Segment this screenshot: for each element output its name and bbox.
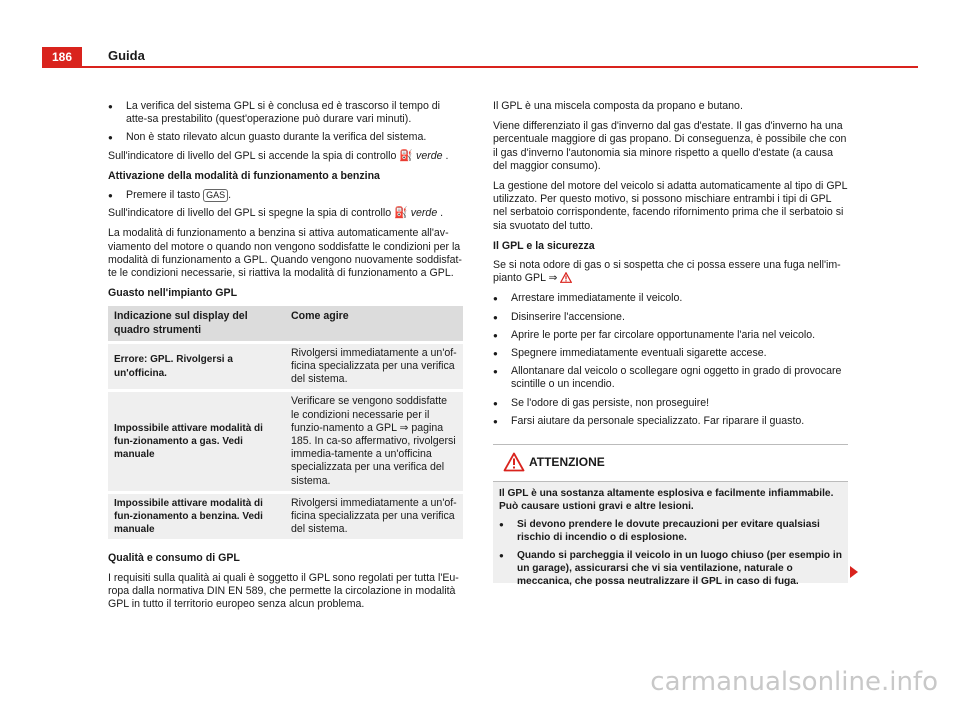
heading-quality: Qualità e consumo di GPL [108, 552, 240, 565]
watermark: carmanualsonline.info [650, 666, 938, 697]
safety-intro: Se si nota odore di gas o si sospetta che ci possa essere una fuga nell'im-pianto GPL ⇒ [493, 259, 841, 285]
header-rule [42, 66, 918, 68]
list-item: ● Disinserire l'accensione. [493, 311, 848, 324]
table-cell: Rivolgersi immediatamente a un'of-ficina specializzata per una verifica del sistema. [285, 492, 463, 541]
left-column [108, 100, 463, 618]
warning-header [493, 445, 848, 482]
paragraph: La gestione del motore del veicolo si adatta automaticamente al tipo di GPL utilizzato. Per questo motivo, si possono mischiare entrambi i tipi di GPL nel serbatoio corrispondente, facendo rifornimento prima che il serbatoio si sia svuotato del tutto. [493, 180, 848, 232]
right-column [493, 100, 848, 433]
list-item: ● Quando si parcheggia il veicolo in un luogo chiuso (per esempio in un garage), assicurarsi che vi sia ventilazione, naturale o meccanica, che possa neutralizzare il GPL in caso di fuga. [499, 549, 842, 588]
heading-fault: Guasto nell'impianto GPL [108, 287, 238, 300]
list-item: ● Se l'odore di gas persiste, non proseguire! [493, 397, 848, 410]
list-item: ● Arrestare immediatamente il veicolo. [493, 292, 848, 305]
list-item: ● Spegnere immediatamente eventuali sigarette accese. [493, 347, 848, 360]
list-item: ● La verifica del sistema GPL si è conclusa ed è trascorso il tempo di atte-sa prestabilito (quest'operazione può durare vari minuti). [108, 100, 463, 126]
lamp-color: verde [410, 207, 438, 220]
table-cell: Verificare se vengono soddisfatte le condizioni necessarie per il funzio-namento a GPL ⇒ pagina 185. In ca-so affermativo, rivolgersi immedia-tamente a un'officina specializzata per una verifica del sistema. [285, 391, 463, 492]
list-item: ● Non è stato rilevato alcun guasto durante la verifica del sistema. [108, 131, 463, 144]
table-row [108, 492, 463, 541]
quality-paragraph: I requisiti sulla qualità ai quali è soggetto il GPL sono regolati per tutta l'Eu-ropa dalla normativa DIN EN 589, che permette la circolazione in modalità GPL in tutto il territorio europeo senza alcun problema. [108, 571, 459, 611]
list-item: ● Aprire le porte per far circolare opportunamente l'aria nel veicolo. [493, 329, 848, 342]
warning-lead: Il GPL è una sostanza altamente esplosiva e facilmente infiammabile. Può causare ustioni gravi e altre lesioni. [499, 488, 834, 512]
page-title: Guida [108, 48, 145, 63]
continue-arrow-icon [850, 566, 858, 578]
list-item: ● Farsi aiutare da personale specializzato. Far riparare il guasto. [493, 415, 848, 428]
table-header: Come agire [285, 306, 463, 342]
warning-box [493, 444, 848, 587]
table-header-row [108, 306, 463, 342]
paragraph: Il GPL è una miscela composta da propano e butano. [493, 100, 743, 112]
table-header: Indicazione sul display del quadro strumenti [108, 306, 285, 342]
table-cell: Errore: GPL. Rivolgersi a un'officina. [108, 342, 285, 391]
table-row [108, 342, 463, 391]
lamp-off-text: Sull'indicatore di livello del GPL si spegne la spia di controllo ⛽ verde . [108, 207, 444, 220]
page-number: 186 [42, 47, 82, 67]
heading-petrol-mode: Attivazione della modalità di funzionamento a benzina [108, 169, 380, 182]
list-item: ● Si devono prendere le dovute precauzioni per evitare qualsiasi rischio di incendio o di esplosione. [499, 518, 842, 544]
warning-triangle-icon[interactable] [560, 272, 572, 283]
table-cell: Impossibile attivare modalità di fun-zionamento a gas. Vedi manuale [108, 391, 285, 492]
list-item: ● Premere il tasto GAS . [108, 189, 463, 202]
lamp-on-text: Sull'indicatore di livello del GPL si accende la spia di controllo ⛽ verde . [108, 149, 449, 162]
lamp-color: verde [416, 149, 443, 162]
warning-body [493, 482, 848, 598]
table-cell: Rivolgersi immediatamente a un'of-ficina specializzata per una verifica del sistema. [285, 342, 463, 391]
heading-safety: Il GPL e la sicurezza [493, 239, 595, 252]
fault-table [108, 306, 463, 542]
table-cell: Impossibile attivare modalità di fun-zionamento a benzina. Vedi manuale [108, 492, 285, 541]
paragraph: Viene differenziato il gas d'inverno dal gas d'estate. Il gas d'inverno ha una percentuale maggiore di gas propano. Di conseguenza, è possibile che con il gas d'inverno l'autonomia sia minore rispetto a quello d'estate (a causa del maggior consumo). [493, 120, 847, 172]
table-row [108, 391, 463, 492]
lpg-lamp-icon: ⛽ [399, 149, 414, 162]
list-item: ● Allontanare dal veicolo o scollegare ogni oggetto in grado di provocare scintille o un incendio. [493, 365, 848, 391]
lpg-lamp-icon: ⛽ [394, 207, 408, 220]
gas-key-icon: GAS [203, 189, 228, 202]
warning-triangle-icon [503, 452, 525, 472]
petrol-paragraph: La modalità di funzionamento a benzina si attiva automaticamente all'av-viamento del motore o quando non vengono soddisfatte le condizioni per la modalità di funzionamento a GPL. Quando vengono nuovamente soddisfat-te le condizioni necessarie, si riattiva la modalità di funzionamento a GPL. [108, 227, 462, 280]
warning-title: ATTENZIONE [529, 455, 605, 469]
